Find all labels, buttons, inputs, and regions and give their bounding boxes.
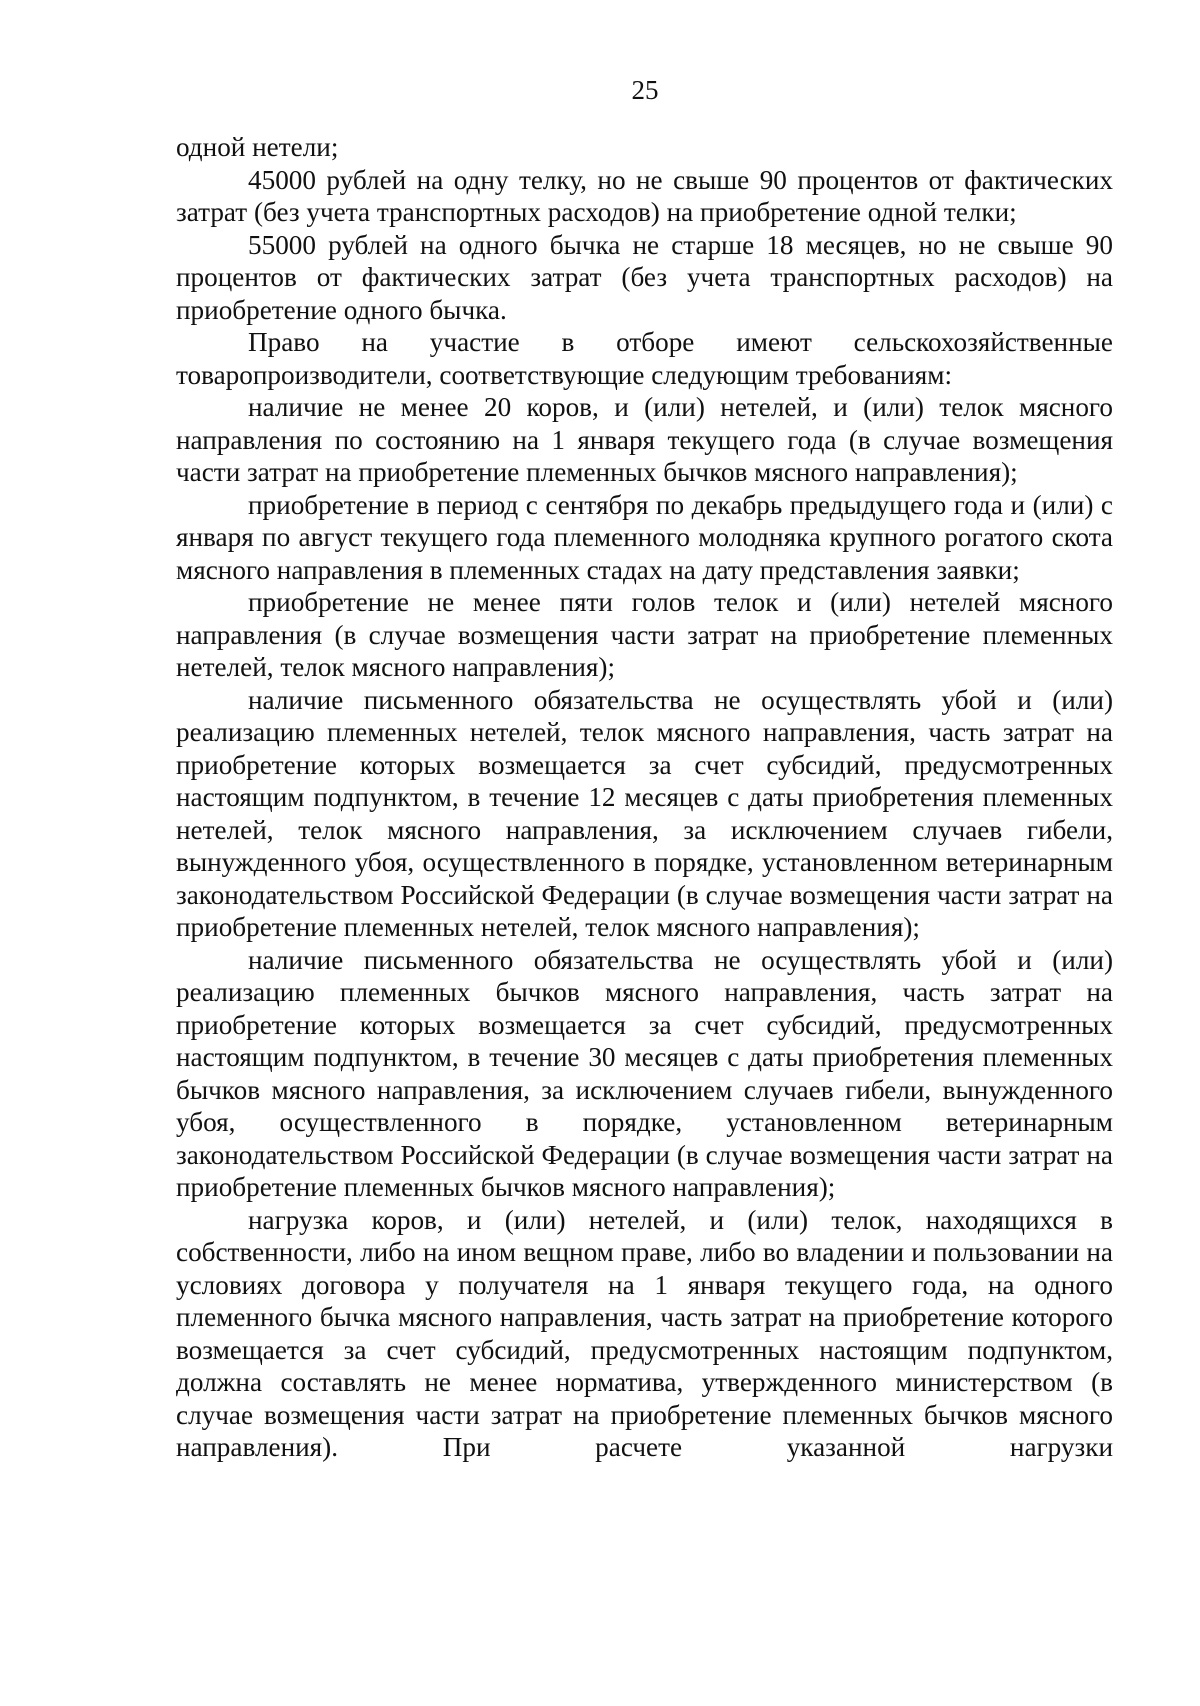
- paragraph-8: наличие письменного обязательства не осуществлять убой и (или) реализацию племенных нетелей, телок мясного направления, часть затрат на приобретение которых возмещается за счет субсидий, предусмотренных настоящим подпунктом, в течение 12 месяцев с даты приобретения племенных нетелей, телок мясного направления, за исключением случаев гибели, вынужденного убоя, осуществленного в порядке, установленном ветеринарным законодательством Российской Федерации (в случае возмещения части затрат на приобретение племенных нетелей, телок мясного направления);: [176, 684, 1113, 942]
- paragraph-2: 45000 рублей на одну телку, но не свыше 90 процентов от фактических затрат (без учета транспортных расходов) на приобретение одной телки;: [176, 164, 1113, 227]
- paragraph-5: наличие не менее 20 коров, и (или) нетелей, и (или) телок мясного направления по состоянию на 1 января текущего года (в случае возмещения части затрат на приобретение племенных бычков мясного направления);: [176, 392, 1113, 487]
- paragraph-3: 55000 рублей на одного бычка не старше 18 месяцев, но не свыше 90 процентов от фактических затрат (без учета транспортных расходов) на приобретение одного бычка.: [176, 229, 1113, 325]
- document-body: [176, 131, 1113, 1464]
- paragraph-6: приобретение в период с сентября по декабрь предыдущего года и (или) с января по август текущего года племенного молодняка крупного рогатого скота мясного направления в племенных стадах на дату представления заявки;: [176, 489, 1113, 585]
- paragraph-1: одной нетели;: [176, 132, 339, 162]
- paragraph-9: наличие письменного обязательства не осуществлять убой и (или) реализацию племенных бычков мясного направления, часть затрат на приобретение которых возмещается за счет субсидий, предусмотренных настоящим подпунктом, в течение 30 месяцев с даты приобретения племенных бычков мясного направления, за исключением случаев гибели, вынужденного убоя, осуществленного в порядке, установленном ветеринарным законодательством Российской Федерации (в случае возмещения части затрат на приобретение племенных бычков мясного направления);: [176, 944, 1113, 1202]
- paragraph-4: Право на участие в отборе имеют сельскохозяйственные товаропроизводители, соответствующие следующим требованиям:: [176, 327, 1113, 390]
- paragraph-10: нагрузка коров, и (или) нетелей, и (или) телок, находящихся в собственности, либо на ином вещном праве, либо во владении и пользовании на условиях договора у получателя на 1 января текущего года, на одного племенного бычка мясного направления, часть затрат на приобретение которого возмещается за счет субсидий, предусмотренных настоящим подпунктом, должна составлять не менее норматива, утвержденного министерством (в случае возмещения части затрат на приобретение племенных бычков мясного направления). При расчете указанной нагрузки: [176, 1204, 1113, 1462]
- page-number: 25: [631, 75, 659, 105]
- paragraph-7: приобретение не менее пяти голов телок и (или) нетелей мясного направления (в случае возмещения части затрат на приобретение племенных нетелей, телок мясного направления);: [176, 587, 1113, 682]
